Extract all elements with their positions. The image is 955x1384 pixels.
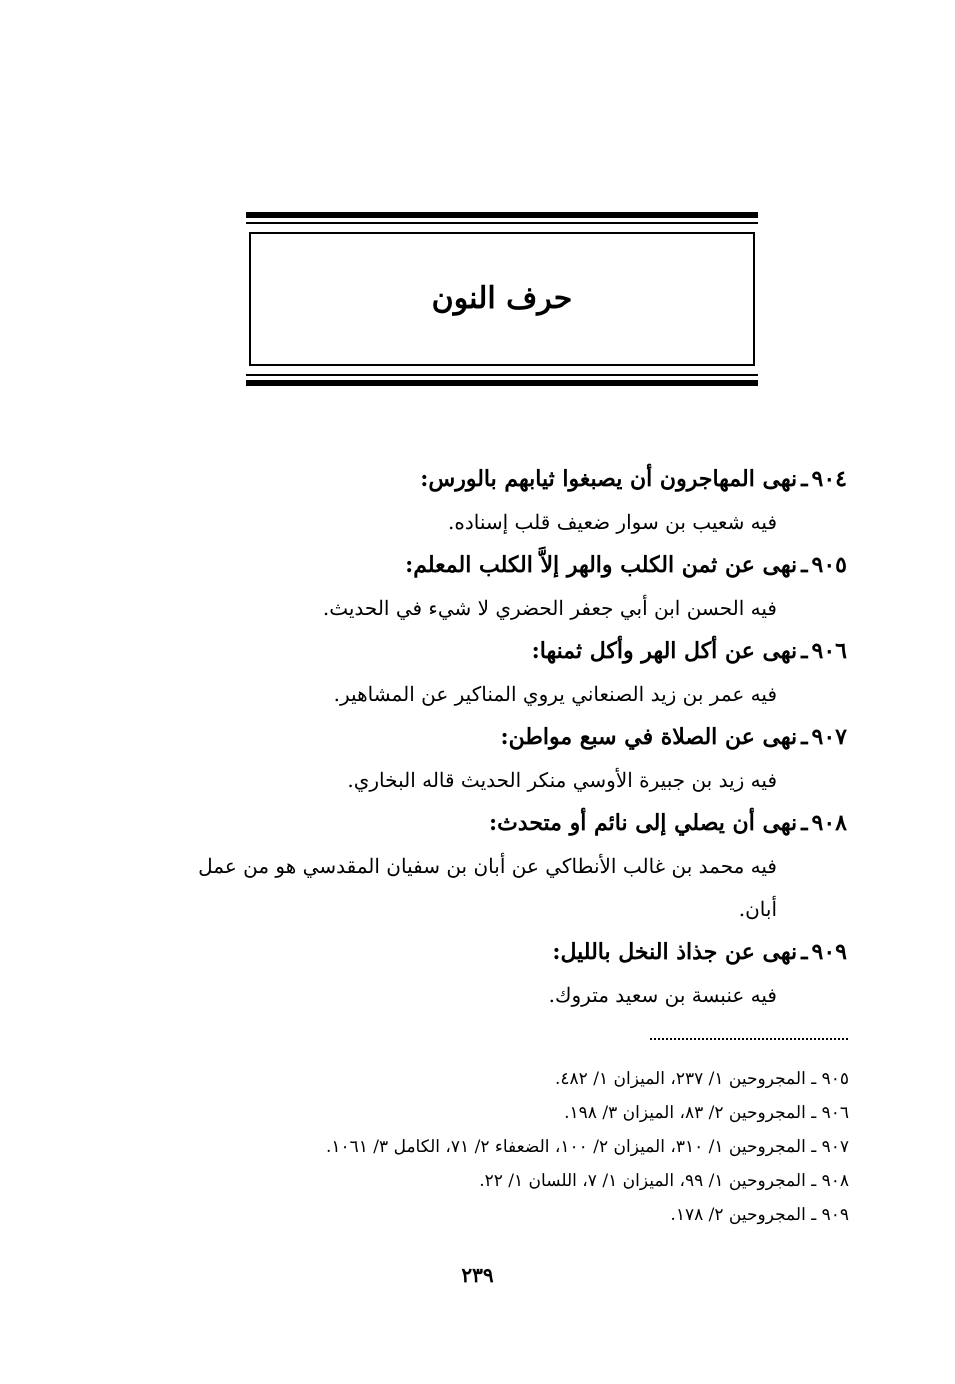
footnote-item: ٩٠٥ ـ المجروحين ١/ ٢٣٧، الميزان ١/ ٤٨٢.: [554, 1069, 849, 1089]
entry-heading: [147, 544, 847, 587]
entry-dash: ـ: [801, 552, 808, 578]
entry-body: فيه الحسن ابن أبي جعفر الحضري لا شيء في الحديث.: [322, 596, 777, 620]
title-frame: [249, 232, 755, 366]
entry-number: ٩٠٨: [811, 810, 847, 836]
entry-number: ٩٠٤: [811, 466, 847, 492]
title-rule-top-thin: [246, 222, 758, 224]
entry-904: [147, 458, 847, 544]
entry-905: [147, 544, 847, 630]
entry-908: [147, 802, 847, 931]
entry-title-text: نهى عن جذاذ النخل بالليل:: [552, 939, 798, 965]
entry-body: فيه عنبسة بن سعيد متروك.: [548, 983, 777, 1007]
entry-number: ٩٠٧: [811, 724, 847, 750]
title-rule-bottom-thin: [246, 374, 758, 376]
footnotes-list: [129, 1062, 849, 1232]
entry-heading: [147, 630, 847, 673]
entry-title-text: نهى المهاجرون أن يصبغوا ثيابهم بالورس:: [420, 466, 798, 492]
entry-title-text: نهى عن ثمن الكلب والهر إلاَّ الكلب المعلم:: [405, 552, 798, 578]
footnote-separator: [650, 1038, 848, 1040]
chapter-title: حرف النون: [431, 281, 573, 316]
entry-heading: [147, 802, 847, 845]
chapter-title-box: [246, 212, 758, 386]
title-rule-bottom-thick: [246, 380, 758, 386]
entry-title-text: نهى أن يصلي إلى نائم أو متحدث:: [488, 810, 798, 836]
entry-heading: [147, 931, 847, 974]
entry-number: ٩٠٦: [811, 638, 847, 664]
entry-dash: ـ: [801, 638, 808, 664]
entry-dash: ـ: [801, 939, 808, 965]
entry-body: فيه عمر بن زيد الصنعاني يروي المناكير عن المشاهير.: [333, 682, 777, 706]
footnote-item: ٩٠٦ ـ المجروحين ٢/ ٨٣، الميزان ٣/ ١٩٨.: [564, 1103, 849, 1123]
entries-list: [147, 458, 847, 1017]
entry-dash: ـ: [801, 466, 808, 492]
entry-906: [147, 630, 847, 716]
footnote-item: ٩٠٧ ـ المجروحين ١/ ٣١٠، الميزان ٢/ ١٠٠، الضعفاء ٢/ ٧١، الكامل ٣/ ١٠٦١.: [325, 1137, 849, 1157]
entry-number: ٩٠٩: [811, 939, 847, 965]
title-rule-top-thick: [246, 212, 758, 218]
entry-909: [147, 931, 847, 1017]
entry-title-text: نهى عن أكل الهر وأكل ثمنها:: [531, 638, 798, 664]
page-number: ٢٣٩: [461, 1263, 494, 1287]
entry-body: فيه محمد بن غالب الأنطاكي عن أبان بن سفيان المقدسي هو من عمل أبان.: [198, 854, 777, 921]
entry-body: فيه شعيب بن سوار ضعيف قلب إسناده.: [447, 510, 777, 534]
entry-heading: [147, 716, 847, 759]
footnote-item: ٩٠٩ ـ المجروحين ٢/ ١٧٨.: [670, 1205, 849, 1225]
entry-dash: ـ: [801, 724, 808, 750]
footnote-item: ٩٠٨ ـ المجروحين ١/ ٩٩، الميزان ١/ ٧، اللسان ١/ ٢٢.: [479, 1171, 849, 1191]
entry-dash: ـ: [801, 810, 808, 836]
entry-907: [147, 716, 847, 802]
entry-heading: [147, 458, 847, 501]
entry-title-text: نهى عن الصلاة في سبع مواطن:: [500, 724, 798, 750]
entry-body: فيه زيد بن جبيرة الأوسي منكر الحديث قاله البخاري.: [347, 768, 777, 792]
entry-number: ٩٠٥: [811, 552, 847, 578]
